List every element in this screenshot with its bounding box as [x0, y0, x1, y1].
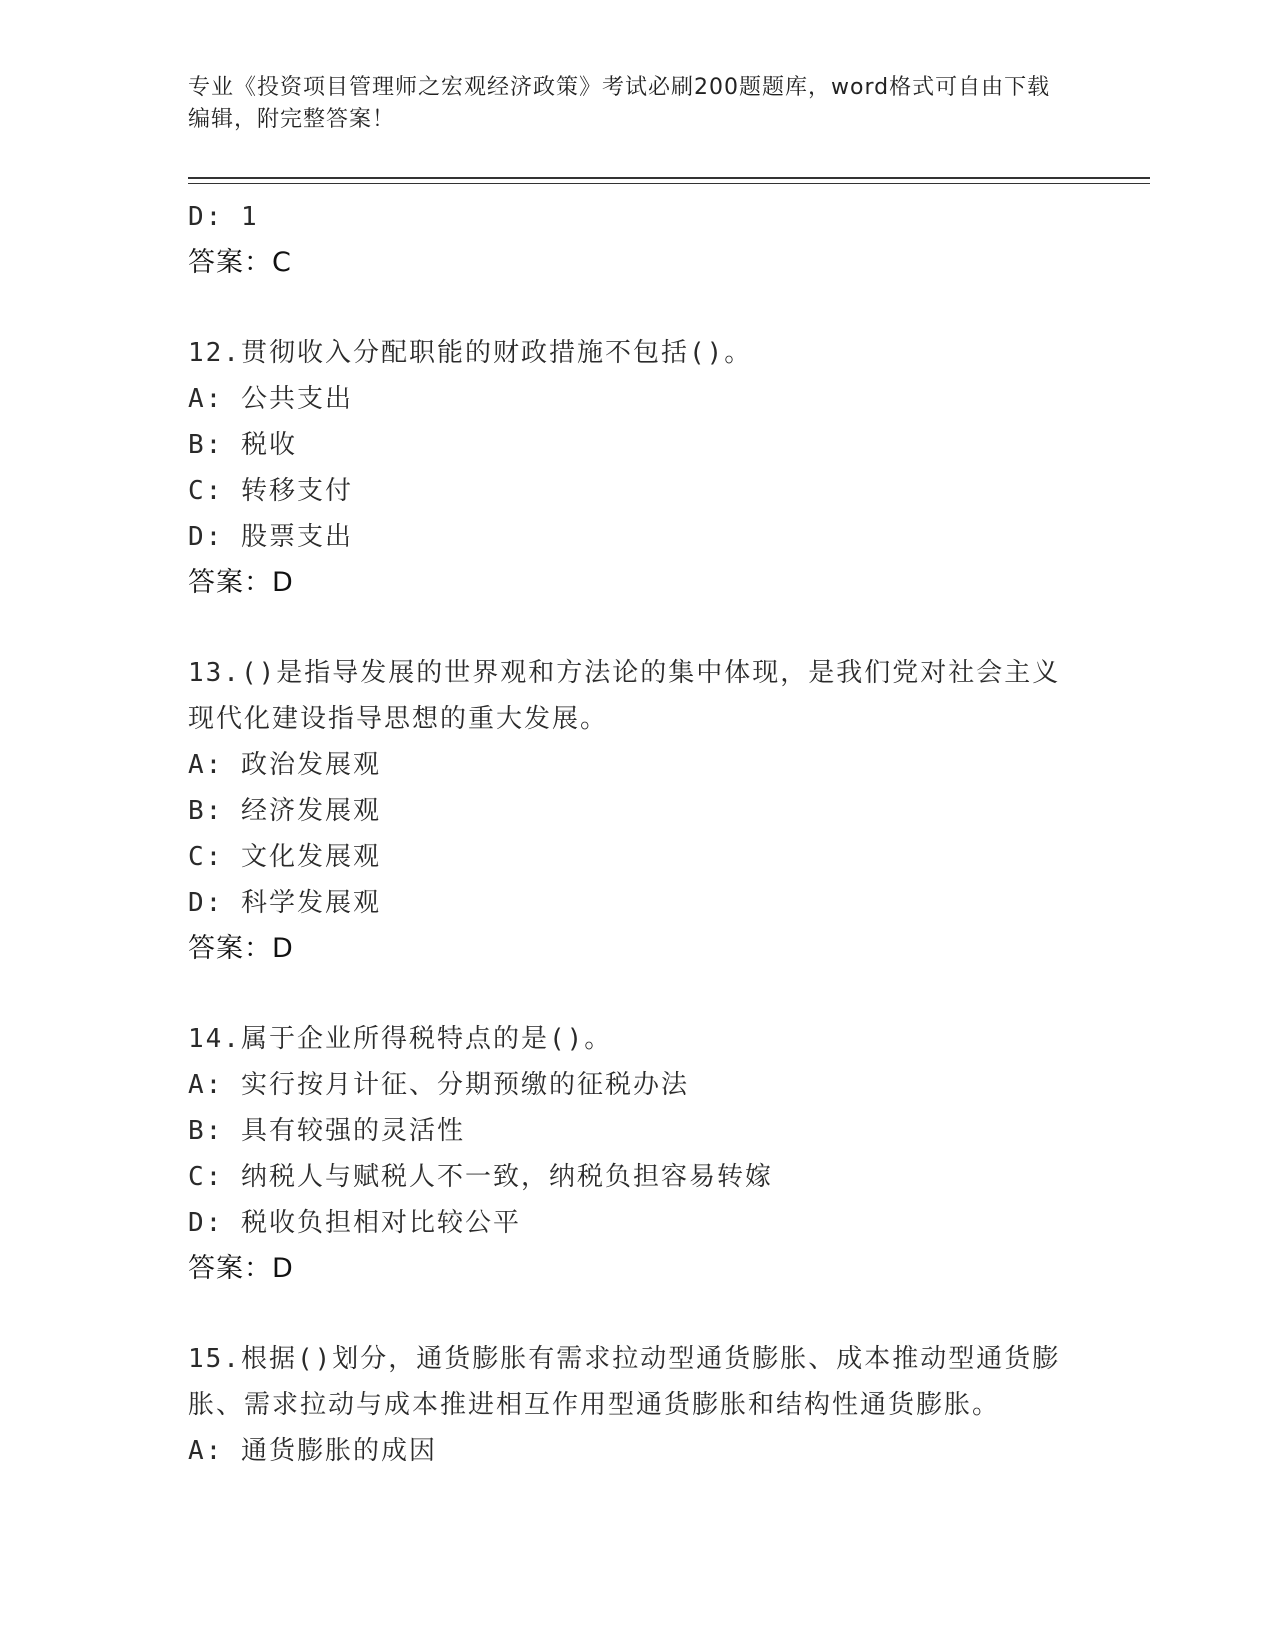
document-body [188, 194, 1088, 1474]
option-c: C: 文化发展观 [188, 842, 381, 872]
option-d: D: 股票支出 [188, 522, 353, 552]
question-stem: 14.属于企业所得税特点的是()。 [188, 1024, 613, 1054]
option-b: B: 税收 [188, 430, 297, 460]
option-d: D: 1 [188, 202, 259, 232]
header-title: 专业《投资项目管理师之宏观经济政策》考试必刷200题题库，word格式可自由下载编辑，附完整答案！ [188, 75, 1051, 132]
answer-line: 答案：D [188, 1253, 294, 1284]
option-a: A: 实行按月计征、分期预缴的征税办法 [188, 1070, 689, 1100]
option-c: C: 转移支付 [188, 476, 353, 506]
question-stem: 13.()是指导发展的世界观和方法论的集中体现，是我们党对社会主义现代化建设指导思想的重大发展。 [188, 658, 1061, 734]
header-divider-thin [188, 183, 1150, 184]
option-a: A: 政治发展观 [188, 750, 381, 780]
question-stem: 12.贯彻收入分配职能的财政措施不包括()。 [188, 338, 753, 368]
question-12 [188, 330, 1088, 606]
answer-line: 答案：D [188, 933, 294, 964]
option-a: A: 通货膨胀的成因 [188, 1436, 437, 1466]
option-c: C: 纳税人与赋税人不一致，纳税负担容易转嫁 [188, 1162, 773, 1192]
option-d: D: 科学发展观 [188, 888, 381, 918]
answer-line: 答案：C [188, 247, 292, 278]
answer-line: 答案：D [188, 567, 294, 598]
question-14 [188, 1016, 1088, 1292]
header-divider-thick [188, 177, 1150, 179]
previous-question-tail [188, 194, 1088, 286]
option-a: A: 公共支出 [188, 384, 353, 414]
option-b: B: 经济发展观 [188, 796, 381, 826]
question-stem: 15.根据()划分，通货膨胀有需求拉动型通货膨胀、成本推动型通货膨胀、需求拉动与成本推进相互作用型通货膨胀和结构性通货膨胀。 [188, 1344, 1061, 1420]
question-15 [188, 1336, 1088, 1474]
option-b: B: 具有较强的灵活性 [188, 1116, 465, 1146]
option-d: D: 税收负担相对比较公平 [188, 1208, 521, 1238]
question-13 [188, 650, 1088, 972]
document-header [188, 72, 1068, 136]
